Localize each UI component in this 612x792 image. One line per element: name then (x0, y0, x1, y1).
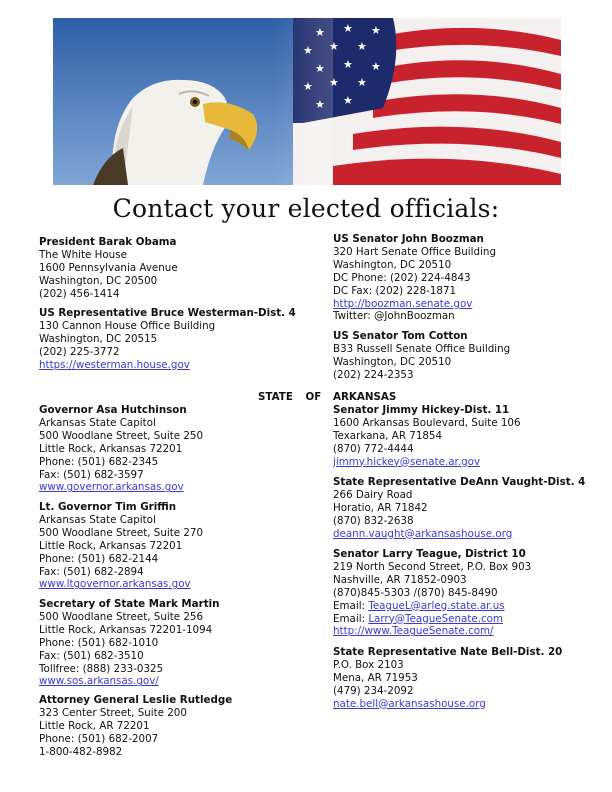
official-name: Lt. Governor Tim Griffin (39, 501, 177, 513)
official-name: US Representative Bruce Westerman-Dist. 4 (39, 307, 296, 319)
official-teague (333, 548, 531, 638)
svg-text:★: ★ (343, 94, 353, 107)
address-line: Little Rock, AR 72201 (39, 719, 150, 732)
address-line: Texarkana, AR 71854 (333, 429, 443, 442)
address-line: Arkansas State Capitol (39, 416, 156, 429)
email-link[interactable]: TeagueL@arleg.state.ar.us (368, 599, 505, 612)
address-line: 219 North Second Street, P.O. Box 903 (333, 560, 532, 573)
phone-line: Phone: (501) 682-2345 (39, 455, 159, 468)
address-line: Little Rock, Arkansas 72201-1094 (39, 623, 213, 636)
address-line: 500 Woodlane Street, Suite 256 (39, 610, 204, 623)
address-line: The White House (39, 248, 127, 261)
official-hickey (333, 404, 521, 469)
fax-line: Fax: (501) 682-3510 (39, 649, 144, 662)
address-line: P.O. Box 2103 (333, 658, 404, 671)
phone-line: (870) 832-2638 (333, 514, 414, 527)
address-line: 1600 Arkansas Boulevard, Suite 106 (333, 416, 521, 429)
address-line: Washington, DC 20515 (39, 332, 158, 345)
email-line-2 (333, 613, 531, 626)
svg-text:★: ★ (303, 44, 313, 57)
official-name: Senator Larry Teague, District 10 (333, 548, 526, 560)
svg-text:★: ★ (315, 62, 325, 75)
svg-text:★: ★ (329, 40, 339, 53)
phone-line: 1-800-482-8982 (39, 745, 123, 758)
phone-line: (202) 456-1414 (39, 287, 120, 300)
phone-line: DC Phone: (202) 224-4843 (333, 271, 471, 284)
email-label: Email: (333, 599, 369, 612)
official-name: President Barak Obama (39, 236, 177, 248)
official-name: Attorney General Leslie Rutledge (39, 694, 233, 706)
svg-text:★: ★ (303, 80, 313, 93)
website-link[interactable]: http://www.TeagueSenate.com/ (333, 625, 494, 638)
svg-text:★: ★ (357, 76, 367, 89)
email-link[interactable]: Larry@TeagueSenate.com (368, 612, 503, 625)
address-line: Little Rock, Arkansas 72201 (39, 539, 183, 552)
svg-text:★: ★ (343, 22, 353, 35)
official-name: Secretary of State Mark Martin (39, 598, 220, 610)
svg-text:★: ★ (343, 58, 353, 71)
email-link[interactable]: nate.bell@arkansashouse.org (333, 697, 486, 710)
phone-line: (870) 772-4444 (333, 442, 414, 455)
page-title: Contact your elected officials: (112, 194, 500, 223)
fax-line: DC Fax: (202) 228-1871 (333, 284, 457, 297)
website-link[interactable]: http://boozman.senate.gov (333, 297, 473, 310)
phone-line: (202) 224-2353 (333, 368, 414, 381)
official-rutledge (39, 694, 232, 759)
address-line: Mena, AR 71953 (333, 671, 418, 684)
phone-line: Phone: (501) 682-2144 (39, 552, 159, 565)
official-vaught (333, 476, 585, 541)
fax-line: Fax: (501) 682-3597 (39, 468, 144, 481)
official-obama (39, 236, 178, 301)
address-line: 130 Cannon House Office Building (39, 319, 216, 332)
address-line: B33 Russell Senate Office Building (333, 342, 511, 355)
official-name: US Senator Tom Cotton (333, 330, 468, 342)
phone-line: (870)845-5303 /(870) 845-8490 (333, 586, 498, 599)
svg-text:★: ★ (357, 40, 367, 53)
email-label: Email: (333, 612, 369, 625)
official-name: Senator Jimmy Hickey-Dist. 11 (333, 404, 510, 416)
phone-line: (479) 234-2092 (333, 684, 414, 697)
official-hutchinson (39, 404, 203, 494)
address-line: 266 Dairy Road (333, 488, 413, 501)
address-line: Little Rock, Arkansas 72201 (39, 442, 183, 455)
website-link[interactable]: https://westerman.house.gov (39, 358, 190, 371)
state-name: ARKANSAS (333, 391, 397, 403)
website-link[interactable]: www.ltgovernor.arkansas.gov (39, 578, 191, 591)
state-prefix: STATE OF (258, 391, 322, 403)
svg-text:★: ★ (371, 60, 381, 73)
tollfree-line: Tollfree: (888) 233-0325 (39, 662, 164, 675)
phone-line: Phone: (501) 682-1010 (39, 636, 159, 649)
email-link[interactable]: jimmy.hickey@senate.ar.gov (333, 455, 481, 468)
official-bell (333, 646, 562, 711)
address-line: Nashville, AR 71852-0903 (333, 573, 467, 586)
official-boozman (333, 233, 496, 323)
twitter-line: Twitter: @JohnBoozman (333, 310, 455, 323)
official-westerman (39, 307, 296, 372)
state-heading (258, 391, 397, 403)
address-line: Horatio, AR 71842 (333, 501, 428, 514)
svg-text:★: ★ (371, 24, 381, 37)
address-line: 500 Woodlane Street, Suite 250 (39, 429, 204, 442)
official-martin (39, 598, 220, 688)
svg-text:★: ★ (329, 76, 339, 89)
official-name: State Representative DeAnn Vaught-Dist. 4 (333, 476, 586, 488)
official-cotton (333, 330, 510, 382)
official-name: US Senator John Boozman (333, 233, 484, 245)
address-line: Washington, DC 20510 (333, 258, 452, 271)
address-line: 320 Hart Senate Office Building (333, 245, 496, 258)
phone-line: (202) 225-3772 (39, 345, 120, 358)
address-line: 500 Woodlane Street, Suite 270 (39, 526, 204, 539)
email-line-1 (333, 600, 531, 613)
website-link[interactable]: www.governor.arkansas.gov (39, 481, 184, 494)
website-link[interactable]: www.sos.arkansas.gov/ (39, 675, 159, 688)
svg-text:★: ★ (315, 26, 325, 39)
official-name: State Representative Nate Bell-Dist. 20 (333, 646, 563, 658)
fax-line: Fax: (501) 682-2894 (39, 565, 144, 578)
address-line: 1600 Pennsylvania Avenue (39, 261, 178, 274)
address-line: Washington, DC 20510 (333, 355, 452, 368)
phone-line: Phone: (501) 682-2007 (39, 732, 159, 745)
official-griffin (39, 501, 203, 591)
address-line: Washington, DC 20500 (39, 274, 158, 287)
eagle-flag-image (53, 18, 561, 185)
official-name: Governor Asa Hutchinson (39, 404, 187, 416)
address-line: Arkansas State Capitol (39, 513, 156, 526)
svg-text:★: ★ (315, 98, 325, 111)
email-link[interactable]: deann.vaught@arkansashouse.org (333, 527, 513, 540)
address-line: 323 Center Street, Suite 200 (39, 706, 187, 719)
eagle-flag-banner (53, 18, 561, 185)
